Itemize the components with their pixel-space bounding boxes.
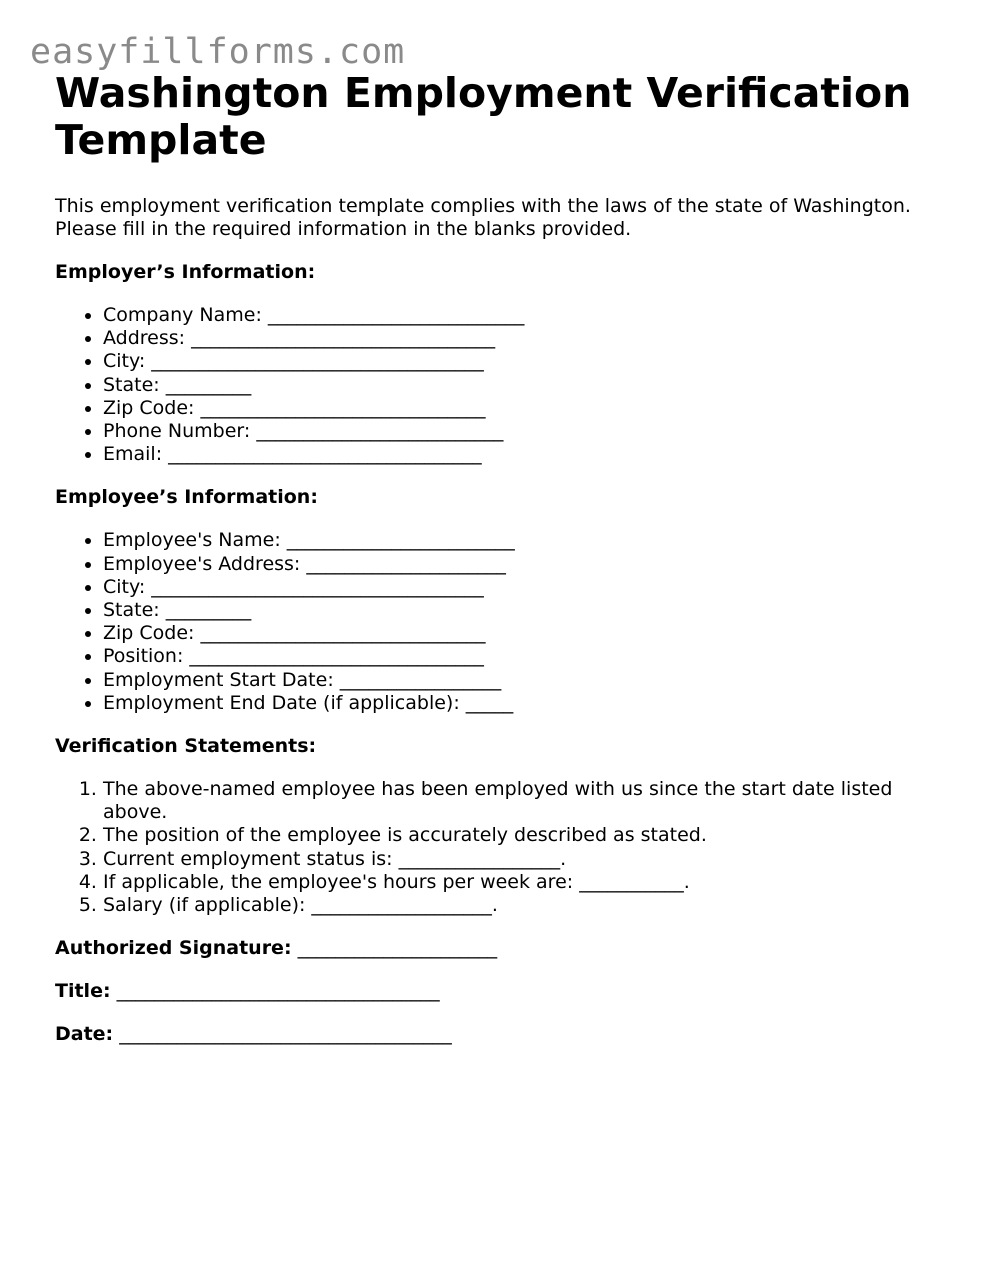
verification-statements-list [55,778,955,917]
employee-state-field[interactable]: • State: _________ [103,599,955,622]
verification-heading: Verification Statements: [55,735,317,758]
employee-city-field[interactable]: • City: ___________________________________ [103,576,955,599]
date-blank[interactable]: ___________________________________ [119,1023,452,1046]
date-field[interactable] [55,1023,955,1046]
authorized-signature-label: Authorized Signature: [55,937,292,960]
employee-start-date-field[interactable]: • Employment Start Date: _________________ [103,669,955,692]
document-title: Washington Employment Verification Template [55,69,912,164]
verification-statement-salary[interactable]: 5. Salary (if applicable): ___________________. [103,894,955,917]
employee-position-field[interactable]: • Position: _______________________________ [103,645,955,668]
employer-state-field[interactable]: • State: _________ [103,374,955,397]
intro-paragraph: This employment verification template complies with the laws of the state of Washington. Please fill in the required information in the blanks provided. [55,195,911,240]
title-blank[interactable]: __________________________________ [116,980,440,1003]
employee-address-field[interactable]: • Employee's Address: _____________________ [103,553,955,576]
document [55,70,955,1046]
employer-email-field[interactable]: • Email: _________________________________ [103,443,955,466]
watermark: easyfillforms.com [30,32,406,72]
employer-phone-field[interactable]: • Phone Number: __________________________ [103,420,955,443]
employer-heading: Employer’s Information: [55,261,316,283]
employer-city-field[interactable]: • City: ___________________________________ [103,350,955,373]
employee-heading: Employee’s Information: [55,486,318,509]
title-label: Title: [55,980,111,1003]
authorized-signature-field[interactable] [55,937,955,960]
title-field[interactable] [55,980,955,1003]
employee-zip-field[interactable]: • Zip Code: ______________________________ [103,622,955,645]
verification-statement: 1. The above-named employee has been employed with us since the start date listed above. [103,778,955,824]
verification-statement-status[interactable]: 3. Current employment status is: _________________. [103,848,955,871]
employer-company-name-field[interactable]: • Company Name: ___________________________ [103,304,955,327]
employer-fields-list [55,304,955,466]
verification-statement-hours[interactable]: 4. If applicable, the employee's hours per week are: ___________. [103,871,955,894]
employee-end-date-field[interactable]: • Employment End Date (if applicable): _____ [103,692,955,715]
employee-name-field[interactable]: • Employee's Name: ________________________ [103,529,955,552]
date-label: Date: [55,1023,114,1046]
employer-zip-field[interactable]: • Zip Code: ______________________________ [103,397,955,420]
employer-address-field[interactable]: • Address: ________________________________ [103,327,955,350]
verification-statement: 2. The position of the employee is accurately described as stated. [103,824,955,847]
employee-fields-list [55,529,955,715]
authorized-signature-blank[interactable]: _____________________ [297,937,498,960]
